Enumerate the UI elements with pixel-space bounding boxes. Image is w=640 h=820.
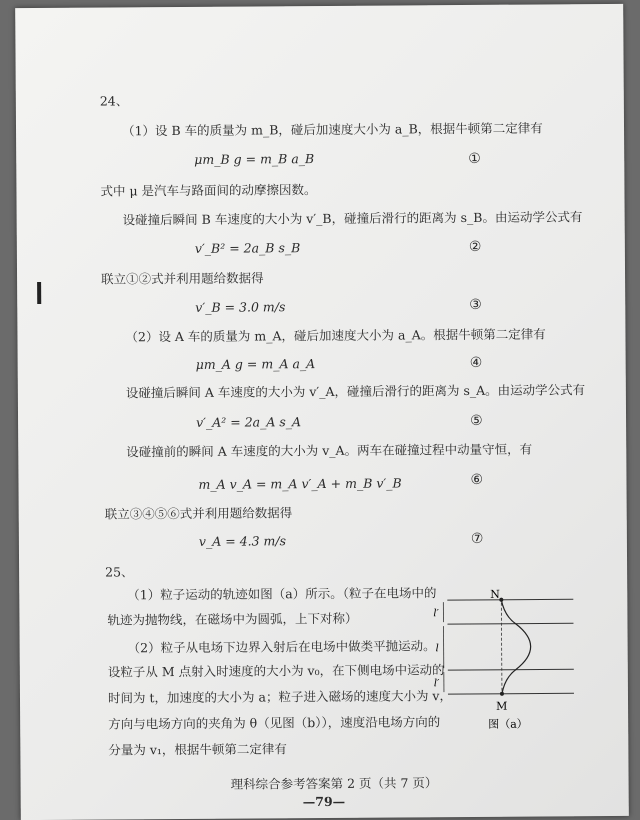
binder-mark xyxy=(37,282,41,304)
q25-line-5: 时间为 t，加速度的大小为 a；粒子进入磁场的速度大小为 v， xyxy=(108,688,452,706)
q25-line-4: 设粒子从 M 点射入时速度的大小为 v₀，在下侧电场中运动的 xyxy=(108,662,445,680)
q25-line-6: 方向与电场方向的夹角为 θ（见图（b）），速度沿电场方向的 xyxy=(108,714,440,732)
field-boundary-line-3 xyxy=(448,669,574,670)
q24-part1-intro: （1）设 B 车的质量为 m_B，碰后加速度大小为 a_B，根据牛顿第二定律有 xyxy=(122,120,543,139)
answer-sheet-page xyxy=(15,4,629,820)
q24-a-velocity-text: 设碰撞后瞬间 A 车速度的大小为 v′_A，碰撞后滑行的距离为 s_A。由运动学公式有 xyxy=(126,382,585,401)
field-boundary-line-1 xyxy=(447,599,573,600)
label-m: M xyxy=(496,700,507,713)
equation-3: v′_B = 3.0 m/s xyxy=(195,299,285,316)
equation-number-7: ⑦ xyxy=(471,531,484,547)
equation-number-4: ④ xyxy=(470,355,483,371)
figure-caption: 图（a） xyxy=(488,718,528,731)
equation-6: m_A v_A = m_A v′_A + m_B v′_B xyxy=(198,475,401,492)
q24-part2-intro: （2）设 A 车的质量为 m_A，碰后加速度大小为 a_A。根据牛顿第二定律有 xyxy=(125,326,545,345)
q24-mu-definition: 式中 μ 是汽车与路面间的动摩擦因数。 xyxy=(100,182,316,200)
q24-combine-text-1: 联立①②式并利用题给数据得 xyxy=(101,270,264,287)
equation-number-3: ③ xyxy=(469,297,482,313)
particle-trajectory xyxy=(501,600,531,694)
equation-2: v′_B² = 2a_B s_B xyxy=(195,240,301,257)
label-l-prime-bottom: l′ xyxy=(434,678,440,689)
field-boundary-line-2 xyxy=(447,623,573,624)
q25-line-2: 轨迹为抛物线，在磁场中为圆弧，上下对称） xyxy=(107,611,357,629)
equation-number-1: ① xyxy=(468,151,481,167)
equation-4: μm_A g = m_A a_A xyxy=(196,356,316,373)
q25-line-7: 分量为 v₁，根据牛顿第二定律有 xyxy=(108,741,287,758)
label-l-middle: l xyxy=(436,643,439,654)
q25-line-3: （2）粒子从电场下边界入射后在电场中做类平抛运动。 xyxy=(128,638,436,656)
equation-number-5: ⑤ xyxy=(470,413,483,429)
question-24-number: 24、 xyxy=(100,93,129,109)
q25-line-1: （1）粒子运动的轨迹如图（a）所示。（粒子在电场中的 xyxy=(127,585,436,603)
page-number: —79— xyxy=(303,794,346,809)
label-l-prime-top: l′ xyxy=(433,608,439,619)
question-25-number: 25、 xyxy=(105,564,134,580)
equation-1: μm_B g = m_B a_B xyxy=(194,151,314,168)
point-m-marker xyxy=(500,692,504,696)
q24-combine-text-2: 联立③④⑤⑥式并利用题给数据得 xyxy=(105,505,293,522)
q24-momentum-text: 设碰撞前的瞬间 A 车速度的大小为 v_A。两车在碰撞过程中动量守恒，有 xyxy=(126,442,532,461)
field-boundary-line-4 xyxy=(448,693,574,694)
equation-number-2: ② xyxy=(469,239,482,255)
equation-5: v′_A² = 2a_A s_A xyxy=(196,414,301,431)
equation-7: v_A = 4.3 m/s xyxy=(199,533,286,550)
trajectory-figure-a xyxy=(435,587,576,738)
symmetry-axis-line xyxy=(501,598,502,698)
page-info-footer: 理科综合参考答案第 2 页（共 7 页） xyxy=(231,773,438,792)
q24-b-velocity-text: 设碰撞后瞬间 B 车速度的大小为 v′_B，碰撞后滑行的距离为 s_B。由运动学公式有 xyxy=(123,209,583,228)
equation-number-6: ⑥ xyxy=(470,472,483,488)
label-n: N xyxy=(490,588,500,601)
